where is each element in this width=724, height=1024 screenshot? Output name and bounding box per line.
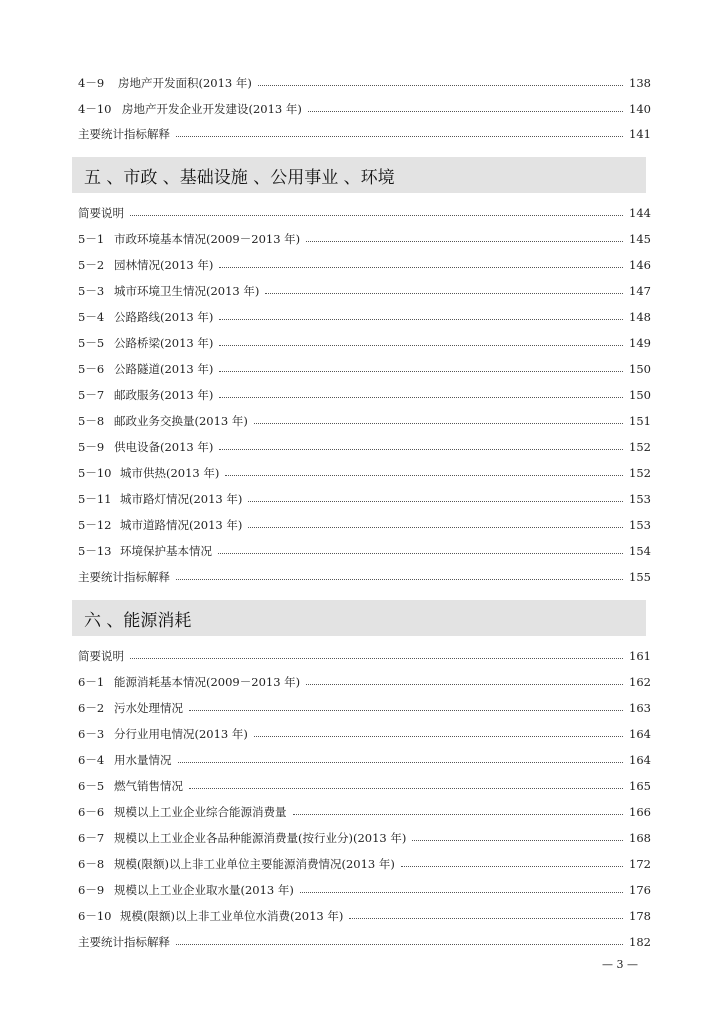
entry-title: 邮政业务交换量(2013 年) xyxy=(114,414,248,428)
entry-page: 140 xyxy=(629,102,651,116)
entry-number: 5－5 xyxy=(78,336,105,350)
dot-leader xyxy=(219,266,623,268)
toc-entry[interactable] xyxy=(78,281,651,301)
entry-page: 146 xyxy=(629,258,651,272)
toc-entry[interactable] xyxy=(78,359,651,379)
entry-page: 165 xyxy=(629,779,651,793)
entry-title: 房地产开发面积(2013 年) xyxy=(118,76,252,90)
dot-leader xyxy=(412,839,623,841)
entry-number: 6－3 xyxy=(78,727,105,741)
dot-leader xyxy=(176,943,623,945)
entry-number: 5－6 xyxy=(78,362,105,376)
toc-entry[interactable] xyxy=(78,307,651,327)
entry-page: 141 xyxy=(629,127,651,141)
toc-entry[interactable] xyxy=(78,932,651,952)
dot-leader xyxy=(176,135,623,137)
entry-number: 4－10 xyxy=(78,102,112,116)
dot-leader xyxy=(225,474,623,476)
dot-leader xyxy=(130,657,623,659)
entry-page: 161 xyxy=(629,649,651,663)
entry-title: 主要统计指标解释 xyxy=(78,935,170,949)
entry-number: 6－8 xyxy=(78,857,105,871)
entry-title: 园林情况(2013 年) xyxy=(114,258,214,272)
toc-entry[interactable] xyxy=(78,385,651,405)
entry-page: 151 xyxy=(629,414,651,428)
toc-entry[interactable] xyxy=(78,489,651,509)
entry-title: 环境保护基本情况 xyxy=(120,544,212,558)
entry-number: 6－4 xyxy=(78,753,105,767)
entry-title: 简要说明 xyxy=(78,206,124,220)
dot-leader xyxy=(308,110,623,112)
dot-leader xyxy=(265,292,623,294)
entry-page: 148 xyxy=(629,310,651,324)
toc-entry[interactable] xyxy=(78,776,651,796)
toc-entry[interactable] xyxy=(78,463,651,483)
entry-page: 164 xyxy=(629,727,651,741)
dot-leader xyxy=(306,683,623,685)
entry-page: 178 xyxy=(629,909,651,923)
entry-title: 主要统计指标解释 xyxy=(78,570,170,584)
entry-title: 简要说明 xyxy=(78,649,124,663)
toc-entry[interactable] xyxy=(78,750,651,770)
dot-leader xyxy=(218,552,623,554)
entry-page: 152 xyxy=(629,440,651,454)
entry-number: 5－12 xyxy=(78,518,112,532)
dot-leader xyxy=(293,813,624,815)
dot-leader xyxy=(258,84,623,86)
dot-leader xyxy=(254,422,623,424)
entry-page: 145 xyxy=(629,232,651,246)
entry-title: 城市环境卫生情况(2013 年) xyxy=(114,284,260,298)
entry-page: 172 xyxy=(629,857,651,871)
dot-leader xyxy=(401,865,623,867)
entry-number: 6－6 xyxy=(78,805,105,819)
entry-title: 公路路线(2013 年) xyxy=(114,310,214,324)
dot-leader xyxy=(219,396,623,398)
entry-number: 5－2 xyxy=(78,258,105,272)
toc-entry[interactable] xyxy=(78,73,651,93)
dot-leader xyxy=(189,709,623,711)
entry-number: 4－9 xyxy=(78,76,105,90)
entry-page: 182 xyxy=(629,935,651,949)
entry-title: 城市供热(2013 年) xyxy=(120,466,220,480)
entry-title: 污水处理情况 xyxy=(114,701,183,715)
toc-entry[interactable] xyxy=(78,880,651,900)
entry-title: 城市路灯情况(2013 年) xyxy=(120,492,243,506)
entry-page: 138 xyxy=(629,76,651,90)
toc-entry[interactable] xyxy=(78,411,651,431)
page-footer-number: — 3 — xyxy=(602,958,638,971)
entry-page: 152 xyxy=(629,466,651,480)
entry-page: 163 xyxy=(629,701,651,715)
dot-leader xyxy=(176,578,623,580)
toc-entry[interactable] xyxy=(78,203,651,223)
toc-entry[interactable] xyxy=(78,515,651,535)
entry-title: 规模以上工业企业综合能源消费量 xyxy=(114,805,287,819)
dot-leader xyxy=(219,318,623,320)
toc-entry[interactable] xyxy=(78,906,651,926)
toc-entry[interactable] xyxy=(78,828,651,848)
entry-page: 168 xyxy=(629,831,651,845)
dot-leader xyxy=(130,214,623,216)
entry-number: 6－10 xyxy=(78,909,112,923)
entry-page: 153 xyxy=(629,518,651,532)
dot-leader xyxy=(248,500,623,502)
entry-title: 公路隧道(2013 年) xyxy=(114,362,214,376)
entry-number: 5－13 xyxy=(78,544,112,558)
entry-page: 144 xyxy=(629,206,651,220)
entry-page: 166 xyxy=(629,805,651,819)
entry-page: 176 xyxy=(629,883,651,897)
dot-leader xyxy=(306,240,623,242)
toc-entry[interactable] xyxy=(78,333,651,353)
entry-title: 主要统计指标解释 xyxy=(78,127,170,141)
toc-entry[interactable] xyxy=(78,124,651,144)
entry-number: 6－9 xyxy=(78,883,105,897)
entry-page: 162 xyxy=(629,675,651,689)
toc-entry[interactable] xyxy=(78,646,651,666)
entry-number: 6－5 xyxy=(78,779,105,793)
dot-leader xyxy=(178,761,624,763)
entry-title: 规模以上工业企业取水量(2013 年) xyxy=(114,883,294,897)
entry-page: 153 xyxy=(629,492,651,506)
entry-title: 规模(限额)以上非工业单位主要能源消费情况(2013 年) xyxy=(114,857,395,871)
toc-entry[interactable] xyxy=(78,724,651,744)
dot-leader xyxy=(349,917,623,919)
dot-leader xyxy=(300,891,623,893)
entry-number: 5－8 xyxy=(78,414,105,428)
entry-page: 147 xyxy=(629,284,651,298)
entry-title: 规模(限额)以上非工业单位水消费(2013 年) xyxy=(120,909,344,923)
toc-entry[interactable] xyxy=(78,672,651,692)
entry-title: 房地产开发企业开发建设(2013 年) xyxy=(122,102,302,116)
entry-title: 能源消耗基本情况(2009－2013 年) xyxy=(114,675,301,689)
entry-number: 5－7 xyxy=(78,388,105,402)
dot-leader xyxy=(219,448,623,450)
entry-title: 公路桥梁(2013 年) xyxy=(114,336,214,350)
toc-entry[interactable] xyxy=(78,802,651,822)
entry-number: 5－3 xyxy=(78,284,105,298)
entry-title: 市政环境基本情况(2009－2013 年) xyxy=(114,232,301,246)
dot-leader xyxy=(219,370,623,372)
entry-number: 6－2 xyxy=(78,701,105,715)
dot-leader xyxy=(189,787,623,789)
toc-entry[interactable] xyxy=(78,255,651,275)
entry-number: 5－1 xyxy=(78,232,105,246)
entry-number: 5－11 xyxy=(78,492,112,506)
entry-title: 燃气销售情况 xyxy=(114,779,183,793)
toc-entry[interactable] xyxy=(78,229,651,249)
toc-entry[interactable] xyxy=(78,567,651,587)
toc-entry[interactable] xyxy=(78,99,651,119)
toc-entry[interactable] xyxy=(78,854,651,874)
section-heading: 六 、能源消耗 xyxy=(72,600,646,636)
entry-title: 邮政服务(2013 年) xyxy=(114,388,214,402)
entry-page: 155 xyxy=(629,570,651,584)
dot-leader xyxy=(248,526,623,528)
toc-entry[interactable] xyxy=(78,437,651,457)
dot-leader xyxy=(219,344,623,346)
entry-number: 6－1 xyxy=(78,675,105,689)
entry-title: 城市道路情况(2013 年) xyxy=(120,518,243,532)
entry-number: 5－10 xyxy=(78,466,112,480)
entry-page: 149 xyxy=(629,336,651,350)
dot-leader xyxy=(254,735,623,737)
entry-page: 154 xyxy=(629,544,651,558)
section-heading: 五 、市政 、基础设施 、公用事业 、环境 xyxy=(72,157,646,193)
entry-number: 5－9 xyxy=(78,440,105,454)
entry-title: 用水量情况 xyxy=(114,753,172,767)
entry-number: 5－4 xyxy=(78,310,105,324)
entry-page: 150 xyxy=(629,388,651,402)
entry-title: 规模以上工业企业各品种能源消费量(按行业分)(2013 年) xyxy=(114,831,407,845)
toc-entry[interactable] xyxy=(78,698,651,718)
entry-page: 150 xyxy=(629,362,651,376)
entry-page: 164 xyxy=(629,753,651,767)
entry-title: 分行业用电情况(2013 年) xyxy=(114,727,248,741)
entry-title: 供电设备(2013 年) xyxy=(114,440,214,454)
toc-entry[interactable] xyxy=(78,541,651,561)
entry-number: 6－7 xyxy=(78,831,105,845)
